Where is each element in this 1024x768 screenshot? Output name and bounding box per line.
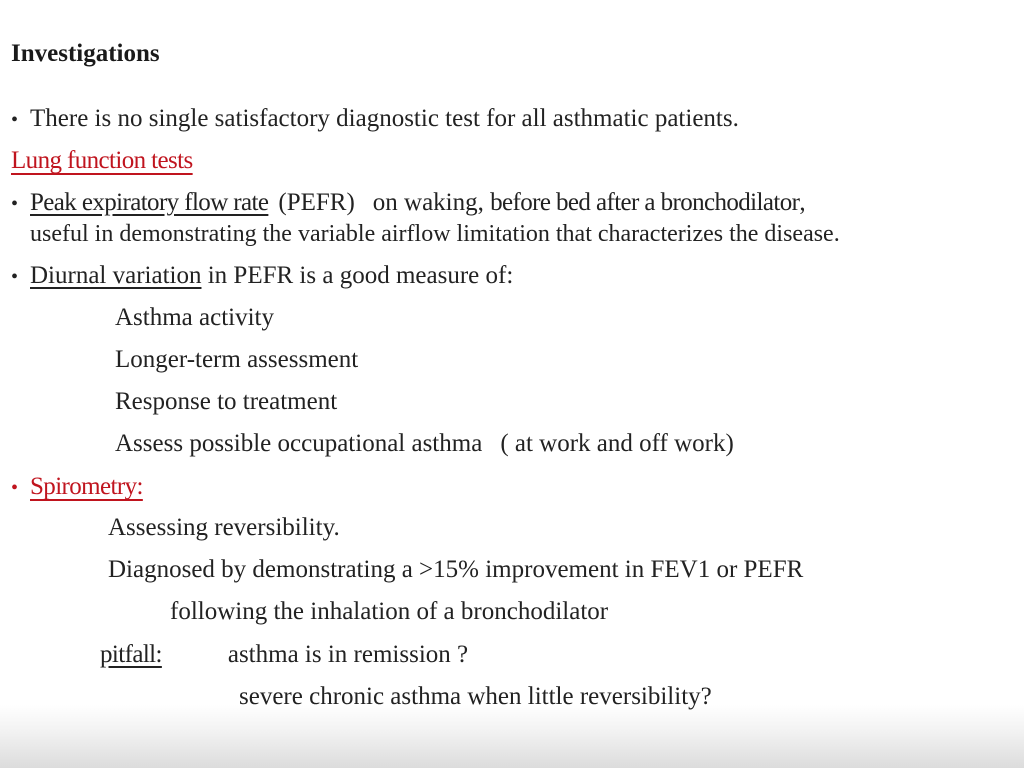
pitfall-1: asthma is in remission ? <box>227 641 469 668</box>
diurnal-term: Diurnal variation <box>30 262 202 289</box>
bullet-marker: • <box>11 109 19 131</box>
pefr-bullet <box>11 188 806 219</box>
measure-item-text: Assess possible occupational asthma <box>115 430 483 457</box>
diurnal-bullet <box>11 261 513 292</box>
spirometry-bullet <box>11 472 143 503</box>
bullet-marker: • <box>11 193 19 215</box>
spirometry-line-3: following the inhalation of a bronchodilator <box>170 598 609 625</box>
pefr-continuation: useful in demonstrating the variable airflow limitation that characterizes the disease. <box>30 221 840 247</box>
measure-item: Response to treatment <box>115 388 338 415</box>
bullet-marker: • <box>11 266 19 288</box>
spirometry-heading: Spirometry: <box>30 473 143 500</box>
pitfall-row <box>100 640 468 670</box>
measure-item-occupational <box>115 429 734 459</box>
bullet-marker: • <box>11 477 19 499</box>
intro-bullet <box>11 104 739 135</box>
spirometry-line-2: Diagnosed by demonstrating a >15% improvement in FEV1 or PEFR <box>108 556 804 583</box>
pefr-mid: on waking, <box>372 189 484 216</box>
measure-item: Asthma activity <box>115 304 274 331</box>
pefr-emph: before bed after a bronchodilator <box>490 189 800 216</box>
pefr-term: Peak expiratory flow rate <box>30 189 269 216</box>
pefr-abbr: (PEFR) <box>278 189 355 216</box>
lung-function-heading: Lung function tests <box>11 147 193 174</box>
pitfall-2: severe chronic asthma when little reversibility? <box>239 683 712 710</box>
pitfall-label: pitfall: <box>100 641 162 668</box>
intro-text: There is no single satisfactory diagnostic test for all asthmatic patients. <box>30 105 739 132</box>
pefr-tail: , <box>799 189 806 216</box>
measure-item: Longer-term assessment <box>115 346 359 373</box>
slide-title: Investigations <box>11 40 160 67</box>
diurnal-rest: in PEFR is a good measure of: <box>207 262 514 289</box>
measure-item-note: ( at work and off work) <box>500 430 734 457</box>
spirometry-line-1: Assessing reversibility. <box>108 514 340 541</box>
